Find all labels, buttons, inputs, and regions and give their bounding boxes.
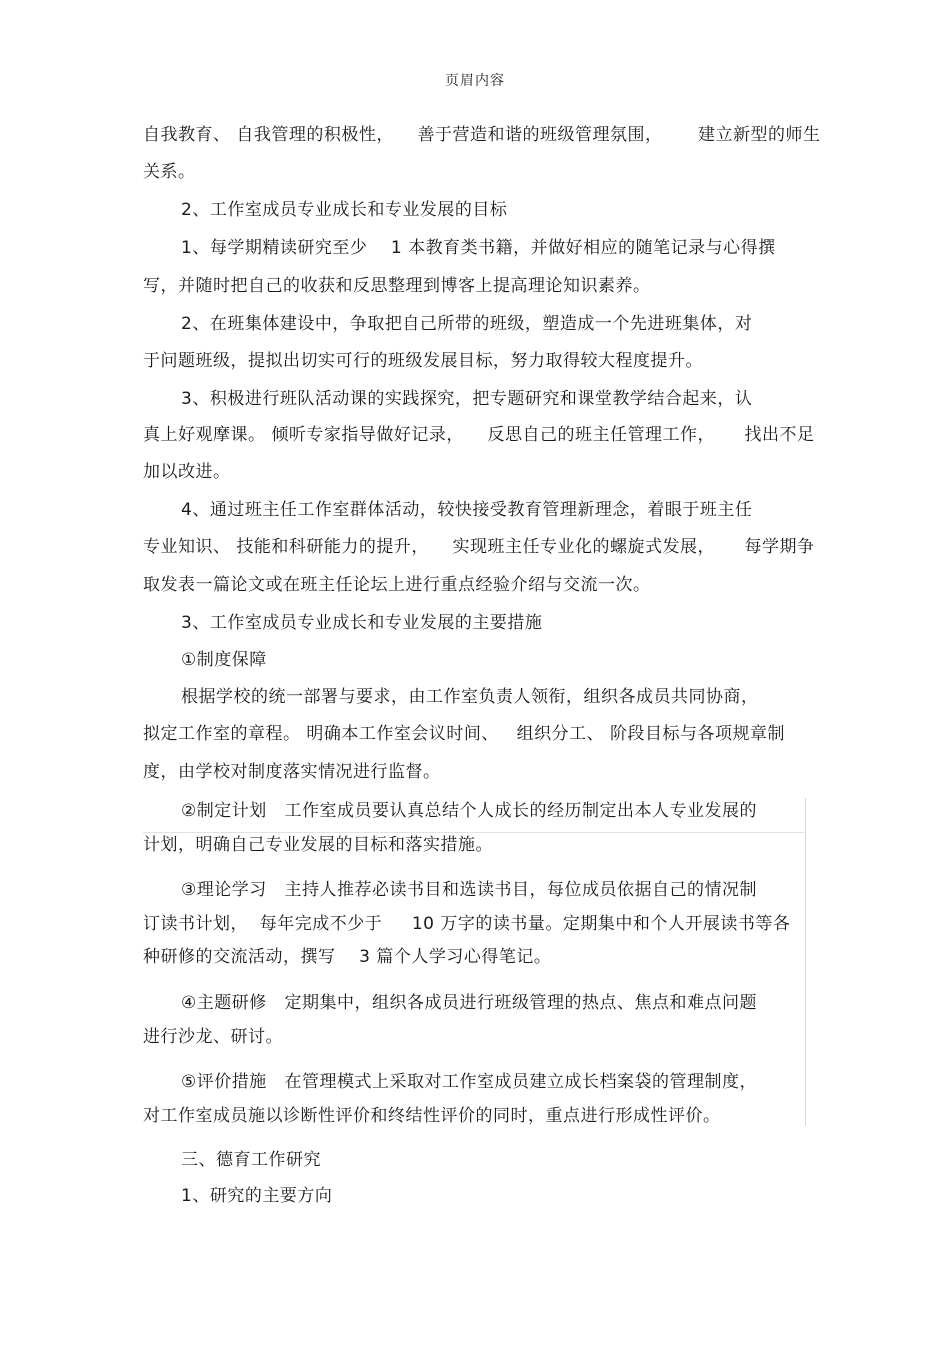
text-line: 写，并随时把自己的收获和反思整理到博客上提高理论知识素养。 <box>143 276 651 296</box>
section-heading: 2、工作室成员专业成长和专业发展的目标 <box>181 200 508 220</box>
text-line: ②制定计划 工作室成员要认真总结个人成长的经历制定出本人专业发展的 <box>181 801 757 821</box>
text-line: 专业知识、 技能和科研能力的提升， 实现班主任专业化的螺旋式发展， 每学期争 <box>143 537 815 557</box>
text-line: 取发表一篇论文或在班主任论坛上进行重点经验介绍与交流一次。 <box>143 575 651 595</box>
text-line: 2、在班集体建设中，争取把自己所带的班级，塑造成一个先进班集体，对 <box>181 314 753 334</box>
section-heading: 3、工作室成员专业成长和专业发展的主要措施 <box>181 613 543 633</box>
text-line: 进行沙龙、研讨。 <box>143 1027 283 1047</box>
text-line: 1、每学期精读研究至少 1 本教育类书籍，并做好相应的随笔记录与心得撰 <box>181 238 776 258</box>
text-line: ④主题研修 定期集中，组织各成员进行班级管理的热点、焦点和难点问题 <box>181 993 757 1013</box>
text-line: 计划，明确自己专业发展的目标和落实措施。 <box>143 835 493 855</box>
text-line: 真上好观摩课。 倾听专家指导做好记录， 反思自己的班主任管理工作， 找出不足 <box>143 425 815 445</box>
text-line: 拟定工作室的章程。 明确本工作室会议时间、 组织分工、 阶段目标与各项规章制 <box>143 724 786 744</box>
subsection-heading: ①制度保障 <box>181 650 267 670</box>
text-line: 对工作室成员施以诊断性评价和终结性评价的同时，重点进行形成性评价。 <box>143 1106 721 1126</box>
subsection-heading: 1、研究的主要方向 <box>181 1186 333 1206</box>
text-line: 自我教育、 自我管理的积极性， 善于营造和谐的班级管理氛围， 建立新型的师生 <box>143 125 821 145</box>
text-line: 4、通过班主任工作室群体活动，较快接受教育管理新理念，着眼于班主任 <box>181 500 753 520</box>
page-header: 页眉内容 <box>445 73 505 89</box>
text-line: 于问题班级，提拟出切实可行的班级发展目标，努力取得较大程度提升。 <box>143 351 703 371</box>
text-line: 关系。 <box>143 162 196 182</box>
section-heading: 三、德育工作研究 <box>181 1150 321 1170</box>
text-line: 3、积极进行班队活动课的实践探究，把专题研究和课堂教学结合起来，认 <box>181 389 753 409</box>
text-line: 种研修的交流活动，撰写 3 篇个人学习心得笔记。 <box>143 947 552 967</box>
text-line: ③理论学习 主持人推荐必读书目和选读书目，每位成员依据自己的情况制 <box>181 880 757 900</box>
text-line: 订读书计划， 每年完成不少于 10 万字的读书量。定期集中和个人开展读书等各 <box>143 914 791 934</box>
text-line: 加以改进。 <box>143 462 231 482</box>
text-line: 根据学校的统一部署与要求，由工作室负责人领衔，组织各成员共同协商， <box>181 687 759 707</box>
text-line: 度，由学校对制度落实情况进行监督。 <box>143 762 441 782</box>
text-line: ⑤评价措施 在管理模式上采取对工作室成员建立成长档案袋的管理制度， <box>181 1072 757 1092</box>
